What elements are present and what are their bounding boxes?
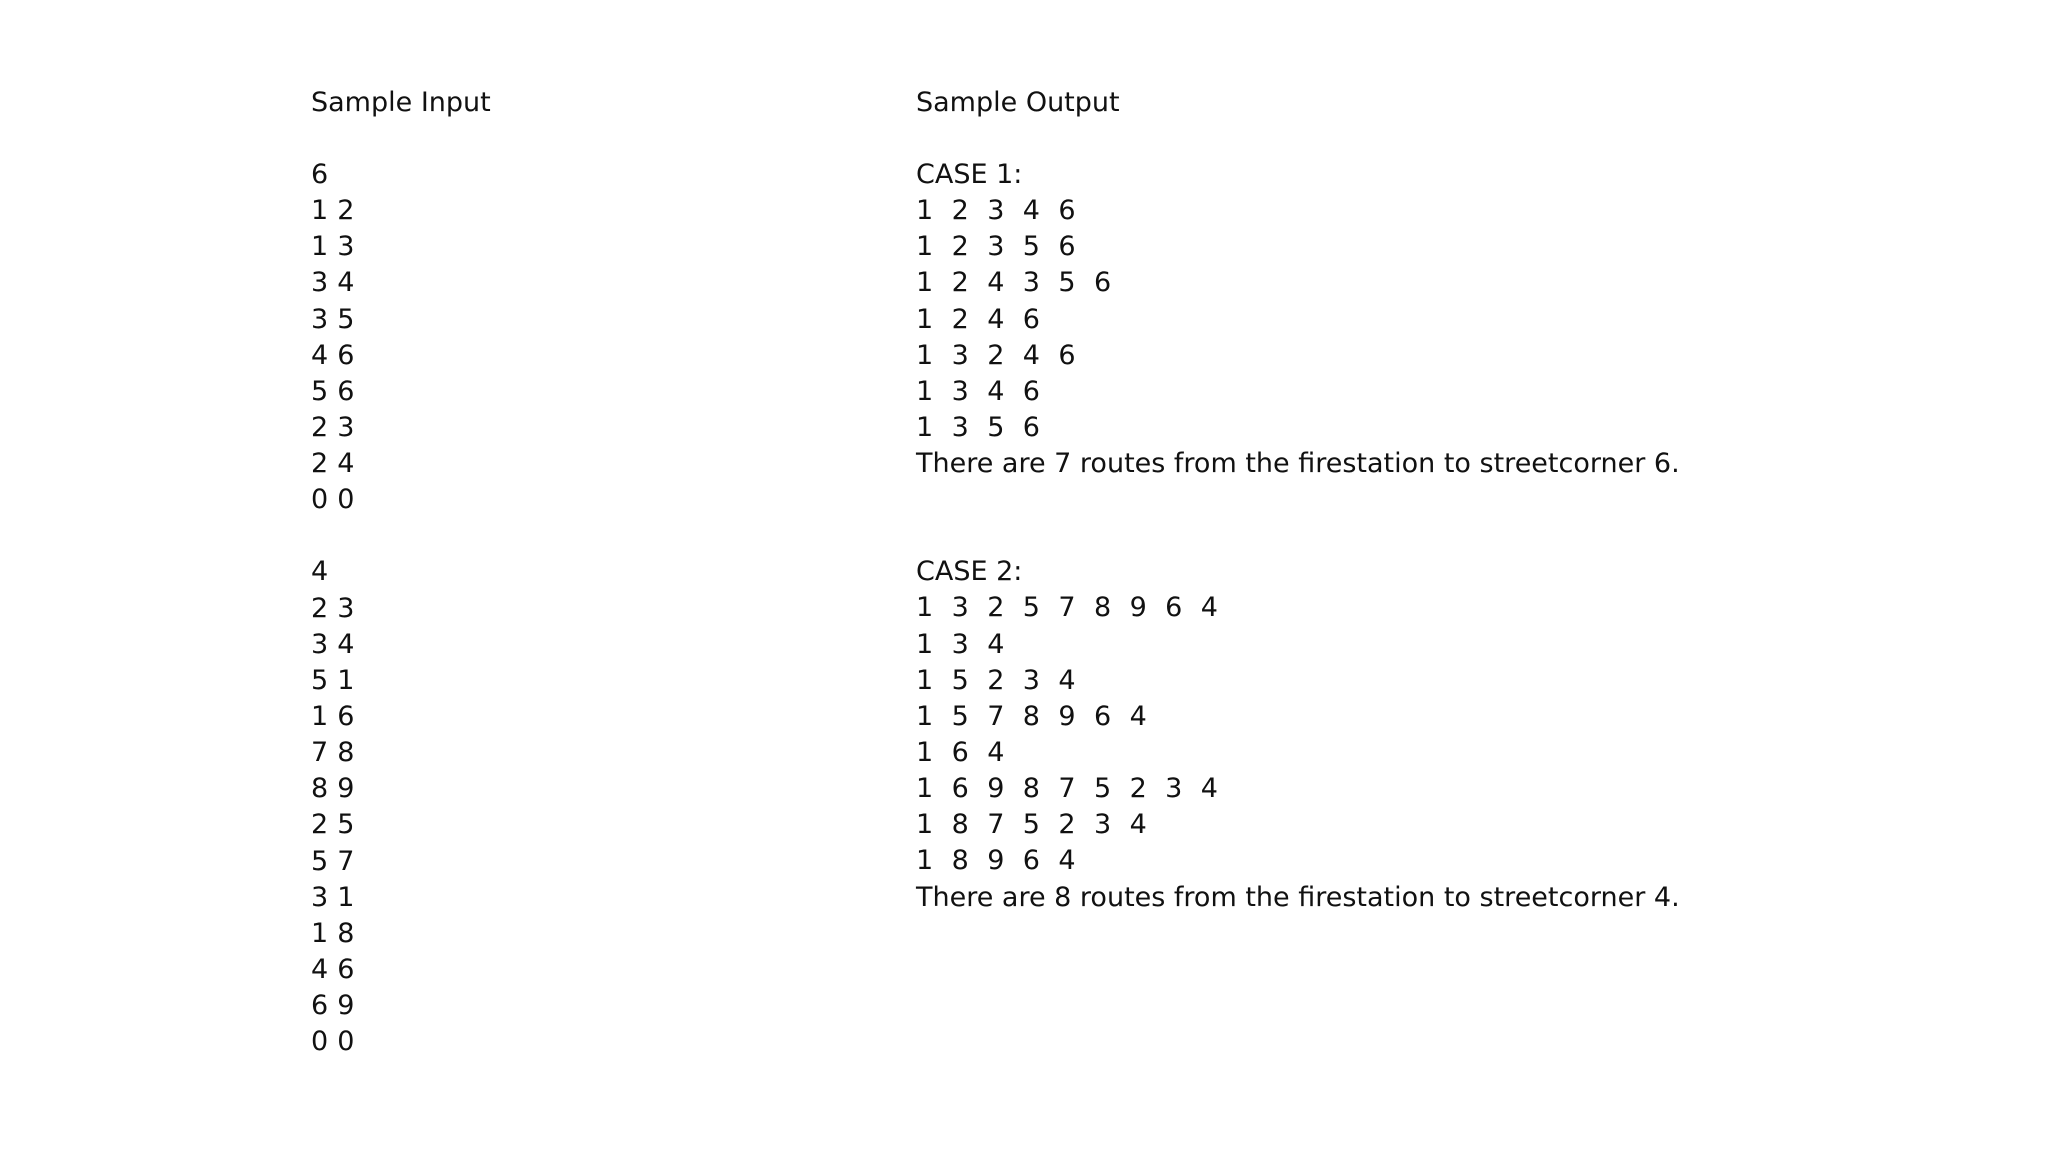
route-node: 2 (951, 231, 969, 263)
route-node: 8 (951, 845, 969, 877)
route-node: 4 (987, 375, 1005, 407)
route-node: 5 (1022, 231, 1040, 263)
route-node: 3 (951, 411, 969, 443)
pair-second-value: 6 (337, 339, 355, 371)
route-node: 9 (987, 845, 1005, 877)
route-node: 6 (1022, 845, 1040, 877)
pair-first-value: 3 (311, 881, 329, 913)
route-node: 3 (1093, 809, 1112, 841)
route-node: 2 (987, 592, 1005, 624)
input-count-line: 4 (311, 556, 329, 588)
pair-first-value: 4 (311, 339, 329, 371)
pair-second-value: 6 (337, 375, 355, 407)
route-node: 7 (987, 809, 1005, 841)
pair-first-value: 7 (311, 737, 329, 769)
pair-second-value: 6 (337, 953, 355, 985)
pair-first-value: 1 (311, 917, 329, 949)
pair-second-value: 1 (337, 664, 355, 696)
route-node: 1 (916, 700, 934, 732)
pair-second-value: 5 (337, 303, 355, 335)
input-pair-line (311, 916, 871, 952)
input-count-line: 6 (311, 159, 329, 190)
route-line (916, 771, 2016, 807)
route-node: 5 (951, 700, 969, 732)
pair-first-value: 0 (311, 484, 329, 516)
pair-first-value: 5 (311, 845, 329, 877)
route-node: 4 (1022, 195, 1040, 227)
input-pair-line (311, 1024, 871, 1060)
route-node: 2 (951, 303, 969, 335)
input-pair-line (311, 771, 871, 807)
pair-second-value: 4 (337, 628, 355, 660)
input-pair-line (311, 410, 871, 446)
pair-second-value: 0 (337, 1026, 355, 1058)
pair-second-value: 4 (337, 267, 355, 299)
pair-first-value: 2 (311, 411, 329, 443)
route-line (916, 265, 2016, 301)
route-node: 9 (1129, 592, 1147, 624)
output-cases (916, 157, 2016, 916)
pair-second-value: 3 (337, 592, 355, 624)
route-node: 8 (1093, 592, 1112, 624)
pair-first-value: 2 (311, 592, 329, 624)
pair-first-value: 1 (311, 700, 329, 732)
pair-first-value: 1 (311, 195, 329, 227)
route-node: 4 (1200, 773, 1218, 805)
input-pair-line (311, 482, 871, 518)
input-pair-line (311, 988, 871, 1024)
spacer (311, 121, 871, 157)
route-node: 2 (987, 664, 1005, 696)
route-node: 1 (916, 664, 934, 696)
route-node: 1 (916, 592, 934, 624)
input-pair-line (311, 880, 871, 916)
route-node: 4 (987, 628, 1005, 660)
route-line (916, 374, 2016, 410)
route-node: 1 (916, 411, 934, 443)
case-spacer (916, 482, 2016, 554)
route-node: 5 (987, 411, 1005, 443)
input-pair-line (311, 591, 871, 627)
pair-first-value: 5 (311, 664, 329, 696)
input-cases (311, 157, 871, 1060)
route-node: 1 (916, 628, 934, 660)
sample-output-heading: Sample Output (916, 87, 1120, 118)
route-node: 3 (951, 628, 969, 660)
route-line (916, 410, 2016, 446)
pair-first-value: 1 (311, 231, 329, 263)
route-node: 4 (1200, 592, 1218, 624)
route-node: 3 (951, 339, 969, 371)
route-node: 6 (1058, 339, 1076, 371)
pair-second-value: 3 (337, 411, 355, 443)
route-node: 4 (987, 303, 1005, 335)
sample-output-column (916, 85, 2016, 916)
route-node: 1 (916, 267, 934, 299)
route-node: 5 (1022, 809, 1040, 841)
route-node: 4 (1058, 845, 1076, 877)
input-pair-line (311, 229, 871, 265)
route-node: 6 (1022, 303, 1040, 335)
pair-second-value: 5 (337, 809, 355, 841)
input-pair-line (311, 446, 871, 482)
pair-first-value: 2 (311, 809, 329, 841)
route-node: 6 (1093, 267, 1112, 299)
input-case-block (311, 554, 871, 1060)
pair-second-value: 6 (337, 700, 355, 732)
route-node: 2 (1129, 773, 1147, 805)
route-node: 6 (951, 736, 969, 768)
route-node: 1 (916, 231, 934, 263)
route-node: 1 (916, 339, 934, 371)
route-line (916, 699, 2016, 735)
pair-second-value: 9 (337, 990, 355, 1022)
route-node: 4 (1129, 809, 1147, 841)
pair-second-value: 4 (337, 448, 355, 480)
sample-input-heading: Sample Input (311, 87, 491, 118)
route-line (916, 843, 2016, 879)
pair-first-value: 5 (311, 375, 329, 407)
route-node: 5 (951, 664, 969, 696)
input-pair-line (311, 265, 871, 301)
route-node: 3 (1022, 664, 1040, 696)
route-node: 2 (1058, 809, 1076, 841)
route-node: 9 (1058, 700, 1076, 732)
route-node: 5 (1022, 592, 1040, 624)
route-node: 2 (951, 267, 969, 299)
pair-second-value: 1 (337, 881, 355, 913)
route-node: 6 (1165, 592, 1183, 624)
route-node: 2 (951, 195, 969, 227)
pair-first-value: 2 (311, 448, 329, 480)
route-node: 7 (987, 700, 1005, 732)
route-node: 2 (987, 339, 1005, 371)
pair-first-value: 6 (311, 990, 329, 1022)
pair-first-value: 4 (311, 953, 329, 985)
route-node: 3 (1165, 773, 1183, 805)
route-line (916, 627, 2016, 663)
route-line (916, 663, 2016, 699)
route-node: 6 (1022, 411, 1040, 443)
spacer (916, 121, 2016, 157)
route-node: 1 (916, 195, 934, 227)
route-node: 6 (951, 773, 969, 805)
route-node: 9 (987, 773, 1005, 805)
input-pair-line (311, 627, 871, 663)
pair-second-value: 3 (337, 231, 355, 263)
route-node: 1 (916, 845, 934, 877)
route-node: 4 (1129, 700, 1147, 732)
route-node: 4 (987, 736, 1005, 768)
route-node: 6 (1022, 375, 1040, 407)
input-pair-line (311, 338, 871, 374)
route-node: 1 (916, 773, 934, 805)
route-node: 3 (951, 375, 969, 407)
route-line (916, 735, 2016, 771)
route-line (916, 590, 2016, 626)
route-line (916, 229, 2016, 265)
route-node: 1 (916, 303, 934, 335)
route-line (916, 302, 2016, 338)
route-node: 5 (1058, 267, 1076, 299)
input-case-block (311, 157, 871, 518)
pair-first-value: 3 (311, 303, 329, 335)
pair-second-value: 7 (337, 845, 355, 877)
route-node: 8 (1022, 773, 1040, 805)
case-summary: There are 8 routes from the firestation to streetcorner 4. (916, 881, 1680, 913)
route-node: 4 (1022, 339, 1040, 371)
route-line (916, 338, 2016, 374)
pair-first-value: 3 (311, 267, 329, 299)
route-node: 5 (1093, 773, 1112, 805)
case-summary: There are 7 routes from the firestation to streetcorner 6. (916, 448, 1680, 480)
pair-first-value: 0 (311, 1026, 329, 1058)
input-pair-line (311, 807, 871, 843)
route-node: 7 (1058, 773, 1076, 805)
input-pair-line (311, 699, 871, 735)
input-pair-line (311, 663, 871, 699)
pair-second-value: 8 (337, 917, 355, 949)
route-node: 6 (1058, 195, 1076, 227)
route-node: 7 (1058, 592, 1076, 624)
route-node: 1 (916, 809, 934, 841)
route-node: 6 (1058, 231, 1076, 263)
input-pair-line (311, 952, 871, 988)
case-title: CASE 2: (916, 556, 1023, 588)
route-node: 6 (1093, 700, 1112, 732)
route-line (916, 807, 2016, 843)
input-pair-line (311, 374, 871, 410)
pair-first-value: 8 (311, 773, 329, 805)
input-pair-line (311, 302, 871, 338)
pair-second-value: 9 (337, 773, 355, 805)
input-pair-line (311, 735, 871, 771)
input-pair-line (311, 844, 871, 880)
route-node: 8 (1022, 700, 1040, 732)
case-spacer (311, 518, 871, 554)
route-node: 8 (951, 809, 969, 841)
pair-first-value: 3 (311, 628, 329, 660)
sample-input-column (311, 85, 871, 1060)
route-node: 1 (916, 736, 934, 768)
route-node: 3 (1022, 267, 1040, 299)
input-pair-line (311, 193, 871, 229)
route-node: 3 (987, 231, 1005, 263)
pair-second-value: 8 (337, 737, 355, 769)
route-node: 3 (951, 592, 969, 624)
output-case-block (916, 157, 2016, 482)
route-node: 3 (987, 195, 1005, 227)
route-node: 4 (1058, 664, 1076, 696)
route-node: 1 (916, 375, 934, 407)
route-line (916, 193, 2016, 229)
output-case-block (916, 554, 2016, 915)
pair-second-value: 2 (337, 195, 355, 227)
route-node: 4 (987, 267, 1005, 299)
case-title: CASE 1: (916, 159, 1023, 190)
pair-second-value: 0 (337, 484, 355, 516)
